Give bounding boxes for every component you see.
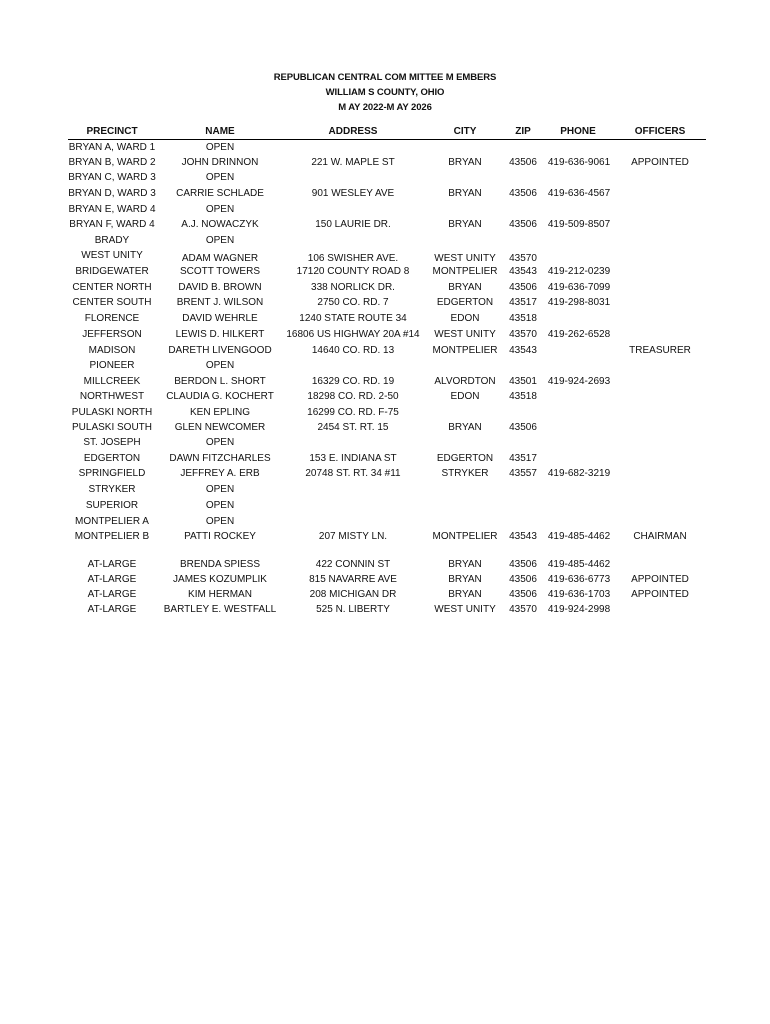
precinct-cell: MONTPELIER A	[75, 516, 149, 527]
phone-cell: 419-924-2693	[547, 376, 611, 387]
address-cell: 2750 CO. RD. 7	[317, 297, 389, 308]
precinct-cell: BRYAN A, WARD 1	[68, 142, 156, 153]
zip-cell: 43506	[509, 559, 537, 570]
precinct-cell: MONTPELIER B	[74, 531, 150, 542]
zip-cell: 43506	[509, 219, 537, 230]
name-cell: OPEN	[205, 516, 235, 527]
precinct-cell: BRYAN F, WARD 4	[69, 219, 155, 230]
name-cell: BRENDA SPIESS	[179, 559, 261, 570]
phone-cell: 419-636-6773	[547, 574, 611, 585]
city-cell: WEST UNITY	[434, 329, 496, 340]
zip-cell: 43506	[509, 422, 537, 433]
name-cell: PATTI ROCKEY	[184, 531, 256, 542]
city-cell: BRYAN	[448, 574, 482, 585]
name-cell: OPEN	[205, 500, 235, 511]
address-cell: 106 SWISHER AVE.	[307, 253, 399, 264]
city-cell: EDON	[450, 391, 480, 402]
name-cell: OPEN	[205, 437, 235, 448]
zip-cell: 43506	[509, 574, 537, 585]
precinct-cell: CENTER SOUTH	[72, 297, 152, 308]
name-cell: GLEN NEWCOMER	[174, 422, 266, 433]
header-zip: ZIP	[515, 126, 531, 137]
precinct-cell: BRYAN D, WARD 3	[68, 188, 156, 199]
precinct-cell: PULASKI NORTH	[71, 407, 153, 418]
address-cell: 153 E. INDIANA ST	[309, 453, 397, 464]
name-cell: ADAM WAGNER	[181, 253, 259, 264]
precinct-cell: EDGERTON	[83, 453, 141, 464]
precinct-cell: SUPERIOR	[85, 500, 139, 511]
phone-cell: 419-636-1703	[547, 589, 611, 600]
name-cell: DARETH LIVENGOOD	[168, 345, 272, 356]
address-cell: 14640 CO. RD. 13	[311, 345, 395, 356]
name-cell: JOHN DRINNON	[181, 157, 259, 168]
header-phone: PHONE	[560, 126, 596, 137]
phone-cell: 419-485-4462	[547, 559, 611, 570]
name-cell: OPEN	[205, 235, 235, 246]
officer-cell: APPOINTED	[631, 157, 689, 168]
phone-cell: 419-298-8031	[547, 297, 611, 308]
name-cell: BRENT J. WILSON	[176, 297, 264, 308]
zip-cell: 43517	[509, 453, 537, 464]
city-cell: MONTPELIER	[432, 531, 498, 542]
precinct-cell: BRYAN B, WARD 2	[68, 157, 156, 168]
name-cell: A.J. NOWACZYK	[181, 219, 259, 230]
phone-cell: 419-485-4462	[547, 531, 611, 542]
city-cell: BRYAN	[448, 219, 482, 230]
address-cell: 221 W. MAPLE ST	[311, 157, 395, 168]
precinct-cell: PULASKI SOUTH	[71, 422, 153, 433]
phone-cell: 419-636-7099	[547, 282, 611, 293]
officer-cell: TREASURER	[629, 345, 691, 356]
city-cell: ALVORDTON	[434, 376, 496, 387]
precinct-cell: CENTER NORTH	[72, 282, 152, 293]
address-cell: 207 MISTY LN.	[318, 531, 388, 542]
zip-cell: 43518	[509, 391, 537, 402]
zip-cell: 43517	[509, 297, 537, 308]
city-cell: EDON	[450, 313, 480, 324]
zip-cell: 43501	[509, 376, 537, 387]
zip-cell: 43543	[509, 345, 537, 356]
name-cell: DAVID WEHRLE	[182, 313, 258, 324]
name-cell: DAWN FITZCHARLES	[169, 453, 271, 464]
precinct-cell: ST. JOSEPH	[83, 437, 141, 448]
city-cell: WEST UNITY	[434, 253, 496, 264]
address-cell: 338 NORLICK DR.	[311, 282, 395, 293]
zip-cell: 43506	[509, 188, 537, 199]
zip-cell: 43543	[509, 531, 537, 542]
precinct-cell: STRYKER	[88, 484, 136, 495]
phone-cell: 419-682-3219	[547, 468, 611, 479]
precinct-cell: MILLCREEK	[83, 376, 141, 387]
address-cell: 1240 STATE ROUTE 34	[299, 313, 407, 324]
precinct-cell: AT-LARGE	[87, 589, 137, 600]
precinct-cell: FLORENCE	[84, 313, 140, 324]
name-cell: KIM HERMAN	[188, 589, 252, 600]
address-cell: 525 N. LIBERTY	[316, 604, 390, 615]
precinct-cell: NORTHWEST	[79, 391, 145, 402]
header-city: CITY	[453, 126, 477, 137]
address-cell: 16299 CO. RD. F-75	[307, 407, 399, 418]
phone-cell: 419-636-4567	[547, 188, 611, 199]
title-line-2: WILLIAM S COUNTY, OHIO	[325, 87, 445, 98]
zip-cell: 43570	[509, 253, 537, 264]
city-cell: STRYKER	[441, 468, 489, 479]
officer-cell: CHAIRMAN	[633, 531, 687, 542]
precinct-cell: WEST UNITY	[81, 250, 143, 261]
name-cell: KEN EPLING	[189, 407, 251, 418]
address-cell: 901 WESLEY AVE	[311, 188, 395, 199]
zip-cell: 43557	[509, 468, 537, 479]
zip-cell: 43570	[509, 604, 537, 615]
zip-cell: 43506	[509, 589, 537, 600]
city-cell: BRYAN	[448, 559, 482, 570]
precinct-cell: JEFFERSON	[82, 329, 142, 340]
city-cell: EDGERTON	[436, 297, 494, 308]
name-cell: BARTLEY E. WESTFALL	[163, 604, 277, 615]
title-line-1: REPUBLICAN CENTRAL COM MITTEE M EMBERS	[273, 72, 497, 83]
name-cell: LEWIS D. HILKERT	[175, 329, 265, 340]
phone-cell: 419-924-2998	[547, 604, 611, 615]
precinct-cell: AT-LARGE	[87, 574, 137, 585]
name-cell: OPEN	[205, 360, 235, 371]
name-cell: JAMES KOZUMPLIK	[173, 574, 267, 585]
name-cell: OPEN	[205, 172, 235, 183]
precinct-cell: AT-LARGE	[87, 604, 137, 615]
address-cell: 18298 CO. RD. 2-50	[307, 391, 399, 402]
precinct-cell: BRADY	[94, 235, 130, 246]
address-cell: 422 CONNIN ST	[315, 559, 391, 570]
city-cell: MONTPELIER	[432, 266, 498, 277]
header-precinct: PRECINCT	[86, 126, 138, 137]
zip-cell: 43506	[509, 282, 537, 293]
officer-cell: APPOINTED	[631, 574, 689, 585]
address-cell: 20748 ST. RT. 34 #11	[305, 468, 401, 479]
header-officers: OFFICERS	[634, 126, 686, 137]
zip-cell: 43570	[509, 329, 537, 340]
precinct-cell: SPRINGFIELD	[78, 468, 146, 479]
zip-cell: 43506	[509, 157, 537, 168]
precinct-cell: BRYAN E, WARD 4	[68, 204, 156, 215]
address-cell: 150 LAURIE DR.	[315, 219, 391, 230]
address-cell: 16806 US HIGHWAY 20A #14	[286, 329, 420, 340]
city-cell: BRYAN	[448, 422, 482, 433]
address-cell: 2454 ST. RT. 15	[317, 422, 389, 433]
header-rule	[68, 139, 706, 140]
city-cell: BRYAN	[448, 282, 482, 293]
name-cell: CARRIE SCHLADE	[176, 188, 264, 199]
officer-cell: APPOINTED	[631, 589, 689, 600]
zip-cell: 43518	[509, 313, 537, 324]
header-name: NAME	[205, 126, 235, 137]
phone-cell: 419-262-6528	[547, 329, 611, 340]
precinct-cell: BRYAN C, WARD 3	[68, 172, 156, 183]
name-cell: OPEN	[205, 484, 235, 495]
header-address: ADDRESS	[328, 126, 378, 137]
address-cell: 16329 CO. RD. 19	[311, 376, 395, 387]
city-cell: WEST UNITY	[434, 604, 496, 615]
name-cell: BERDON L. SHORT	[174, 376, 266, 387]
name-cell: DAVID B. BROWN	[178, 282, 262, 293]
precinct-cell: PIONEER	[89, 360, 135, 371]
city-cell: BRYAN	[448, 589, 482, 600]
city-cell: MONTPELIER	[432, 345, 498, 356]
address-cell: 815 NAVARRE AVE	[309, 574, 397, 585]
zip-cell: 43543	[509, 266, 537, 277]
precinct-cell: AT-LARGE	[87, 559, 137, 570]
title-line-3: M AY 2022-M AY 2026	[338, 102, 432, 113]
phone-cell: 419-509-8507	[547, 219, 611, 230]
phone-cell: 419-636-9061	[547, 157, 611, 168]
name-cell: OPEN	[205, 142, 235, 153]
name-cell: CLAUDIA G. KOCHERT	[166, 391, 274, 402]
city-cell: BRYAN	[448, 188, 482, 199]
name-cell: JEFFREY A. ERB	[180, 468, 260, 479]
precinct-cell: BRIDGEWATER	[75, 266, 149, 277]
precinct-cell: MADISON	[88, 345, 136, 356]
city-cell: BRYAN	[448, 157, 482, 168]
address-cell: 208 MICHIGAN DR	[309, 589, 397, 600]
name-cell: OPEN	[205, 204, 235, 215]
address-cell: 17120 COUNTY ROAD 8	[296, 266, 410, 277]
phone-cell: 419-212-0239	[547, 266, 611, 277]
city-cell: EDGERTON	[436, 453, 494, 464]
name-cell: SCOTT TOWERS	[179, 266, 260, 277]
